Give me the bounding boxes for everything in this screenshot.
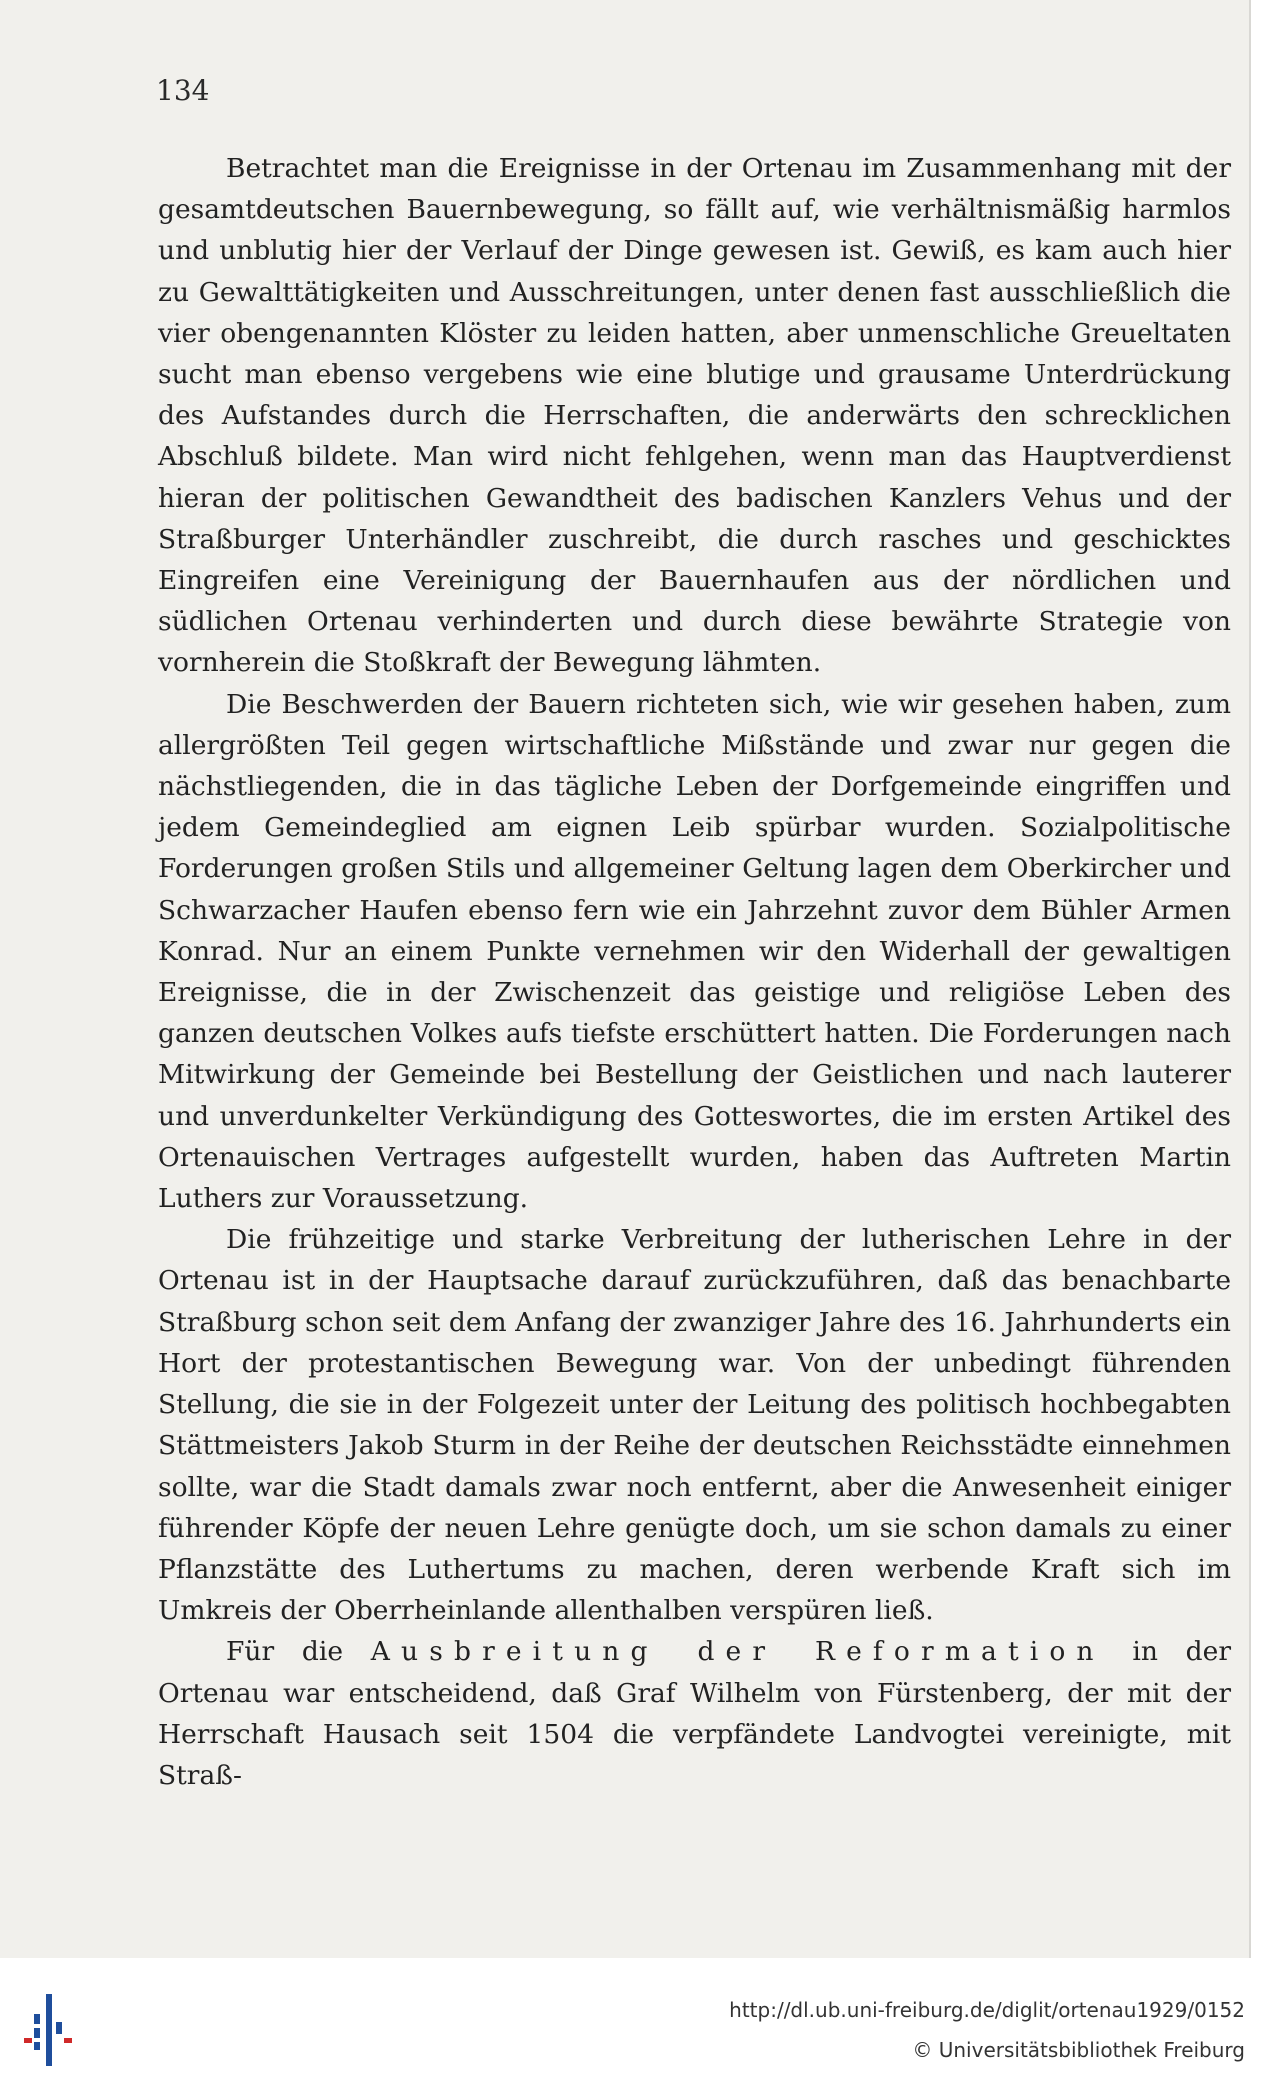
spaced-heading: Ausbreitung der Reformation	[370, 1636, 1105, 1668]
paragraph-1: Betrachtet man die Ereignisse in der Ortenau im Zusammenhang mit der gesamtdeutschen Bauernbewegung, so fällt auf, wie verhältnismäßig harmlos und unblutig hier der Verlauf der Dinge gewesen ist. Gewiß, es kam auch hier zu Gewalttätigkeiten und Ausschreitungen, unter denen fast ausschließlich die vier obengenannten Klöster zu leiden hatten, aber unmenschliche Greueltaten sucht man ebenso vergebens wie eine blutige und grausame Unterdrückung des Aufstandes durch die Herrschaften, die anderwärts den schrecklichen Abschluß bildete. Man wird nicht fehlgehen, wenn man das Hauptverdienst hieran der politischen Gewandtheit des badischen Kanzlers Vehus und der Straßburger Unterhändler zuschreibt, die durch rasches und geschicktes Eingreifen eine Vereinigung der Bauernhaufen aus der nördlichen und südlichen Ortenau verhinderten und durch diese bewährte Strategie von vornherein die Stoßkraft der Bewegung lähmten.	[158, 153, 1231, 679]
paragraph-3: Die frühzeitige und starke Verbreitung der lutherischen Lehre in der Ortenau ist in der Hauptsache darauf zurückzuführen, daß das benachbarte Straßburg schon seit dem Anfang der zwanziger Jahre des 16. Jahrhunderts ein Hort der protestantischen Bewegung war. Von der unbedingt führenden Stellung, die sie in der Folgezeit unter der Leitung des politisch hochbegabten Stättmeisters Jakob Sturm in der Reihe der deutschen Reichsstädte einnehmen sollte, war die Stadt damals zwar noch entfernt, aber die Anwesenheit einiger führender Köpfe der neuen Lehre genügte doch, um sie schon damals zu einer Pflanzstätte des Luthertums zu machen, deren werbende Kraft sich im Umkreis der Oberrheinlande allenthalben verspüren ließ.	[158, 1224, 1231, 1627]
page-number: 134	[156, 74, 210, 107]
paragraph-4	[158, 1631, 1231, 1796]
paragraph-2: Die Beschwerden der Bauern richteten sich, wie wir gesehen haben, zum allergrößten Teil gegen wirtschaftliche Mißstände und zwar nur gegen die nächstliegenden, die in das tägliche Leben der Dorfgemeinde eingriffen und jedem Gemeindeglied am eignen Leib spürbar wurden. Sozialpolitische Forderungen großen Stils und allgemeiner Geltung lagen dem Oberkircher und Schwarzacher Haufen ebenso fern wie ein Jahrzehnt zuvor dem Bühler Armen Konrad. Nur an einem Punkte vernehmen wir den Widerhall der gewaltigen Ereignisse, die in der Zwischenzeit das geistige und religiöse Leben des ganzen deutschen Volkes aufs tiefste erschüttert hatten. Die Forderungen nach Mitwirkung der Gemeinde bei Bestellung der Geistlichen und nach lauterer und unverdunkelter Verkündigung des Gotteswortes, die im ersten Artikel des Ortenauischen Vertrages aufgestellt wurden, haben das Auftreten Martin Luthers zur Voraussetzung.	[158, 688, 1231, 1215]
copyright-text: © Universitätsbibliothek Freiburg	[912, 2038, 1245, 2062]
ub-freiburg-logo-icon	[22, 1992, 82, 2068]
paragraph-4-start: Für die	[226, 1636, 371, 1668]
source-url-link[interactable]: http://dl.ub.uni-freiburg.de/diglit/ortenau1929/0152	[729, 1998, 1245, 2022]
footer-bar	[0, 1958, 1267, 2084]
paragraph-4-end: in der Ortenau war entscheidend, daß Graf Wilhelm von Fürstenberg, der mit der Herrschaft Hausach seit 1504 die verpfändete Landvogtei vereinigte, mit Straß-	[158, 1636, 1231, 1791]
body-text	[158, 148, 1231, 1796]
